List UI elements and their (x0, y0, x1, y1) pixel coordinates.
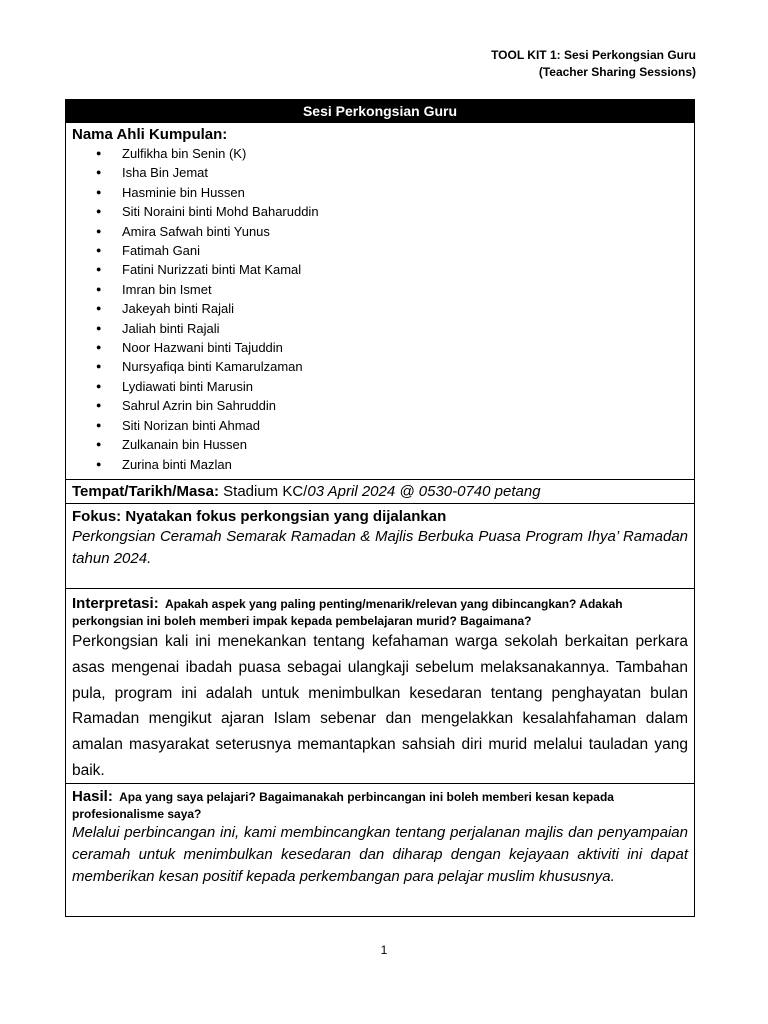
focus-text: Perkongsian Ceramah Semarak Ramadan & Majlis Berbuka Puasa Program Ihya’ Ramadan tahun 2024. (72, 528, 688, 567)
result-heading (72, 787, 688, 822)
interpretation-question: Apakah aspek yang paling penting/menarik/relevan yang dibincangkan? Adakah perkongsian ini boleh memberi impak kepada pembelajaran murid? Bagaimana? (72, 597, 623, 628)
focus-label: Fokus: Nyatakan fokus perkongsian yang dijalankan (72, 508, 447, 525)
focus-section (66, 503, 694, 588)
result-label: Hasil: (72, 788, 113, 805)
member-list-item: ● Amira Safwah binti Yunus (96, 222, 688, 241)
venue-label: Tempat/Tarikh/Masa: (72, 483, 219, 500)
result-question: Apa yang saya pelajari? Bagaimanakah perbincangan ini boleh memberi kesan kepada profesionalisme saya? (72, 790, 614, 821)
member-list-item: ● Imran bin Ismet (96, 280, 688, 299)
result-text: Melalui perbincangan ini, kami membincangkan tentang perjalanan majlis dan penyampaian ceramah untuk menimbulkan kesedaran dan diharap dengan kejayaan aktiviti ini dapat memberikan kesan positif kepada perkembangan para pelajar muslim khususnya. (72, 824, 688, 885)
venue-datetime: 03 April 2024 @ 0530-0740 petang (307, 483, 541, 500)
interpretation-text: Perkongsian kali ini menekankan tentang kefahaman warga sekolah berkaitan perkara asas mengenai ibadah puasa sebagai ulangkaji sebelum melaksanakannya. Tambahan pula, program ini adalah untuk menimbulkan kesedaran tentang penghayatan bulan Ramadan mengikut ajaran Islam sebenar dan mengelakkan kesalahfahaman dalam amalan masyarakat seterusnya memantapkan sahsiah diri murid melalui tauladan yang baik. (72, 633, 688, 779)
member-list-item: ● Zulkanain bin Hussen (96, 435, 688, 454)
interpretation-label: Interpretasi: (72, 595, 159, 612)
result-section (66, 783, 694, 916)
members-label: Nama Ahli Kumpulan: (72, 126, 228, 143)
member-list-item: ● Jakeyah binti Rajali (96, 299, 688, 318)
interpretation-section (66, 588, 694, 783)
toolkit-title: TOOL KIT 1: Sesi Perkongsian Guru (491, 48, 696, 62)
member-list-item: ● Zurina binti Mazlan (96, 455, 688, 474)
form-title: Sesi Perkongsian Guru (66, 100, 694, 122)
document-header (491, 47, 696, 81)
members-list (72, 144, 688, 474)
member-list-item: ● Siti Norizan binti Ahmad (96, 416, 688, 435)
member-list-item: ● Isha Bin Jemat (96, 163, 688, 182)
member-list-item: ● Siti Noraini binti Mohd Baharuddin (96, 202, 688, 221)
member-list-item: ● Zulfikha bin Senin (K) (96, 144, 688, 163)
venue-section (66, 479, 694, 503)
member-list-item: ● Nursyafiqa binti Kamarulzaman (96, 357, 688, 376)
member-list-item: ● Jaliah binti Rajali (96, 319, 688, 338)
members-section (66, 122, 694, 479)
page-number: 1 (380, 943, 388, 957)
interpretation-heading (72, 594, 688, 629)
member-list-item: ● Noor Hazwani binti Tajuddin (96, 338, 688, 357)
toolkit-subtitle: (Teacher Sharing Sessions) (538, 65, 696, 79)
member-list-item: ● Sahrul Azrin bin Sahruddin (96, 396, 688, 415)
member-list-item: ● Fatimah Gani (96, 241, 688, 260)
member-list-item: ● Fatini Nurizzati binti Mat Kamal (96, 260, 688, 279)
venue-place: Stadium KC/ (218, 483, 308, 500)
member-list-item: ● Hasminie bin Hussen (96, 183, 688, 202)
sharing-session-form (65, 99, 695, 917)
member-list-item: ● Lydiawati binti Marusin (96, 377, 688, 396)
